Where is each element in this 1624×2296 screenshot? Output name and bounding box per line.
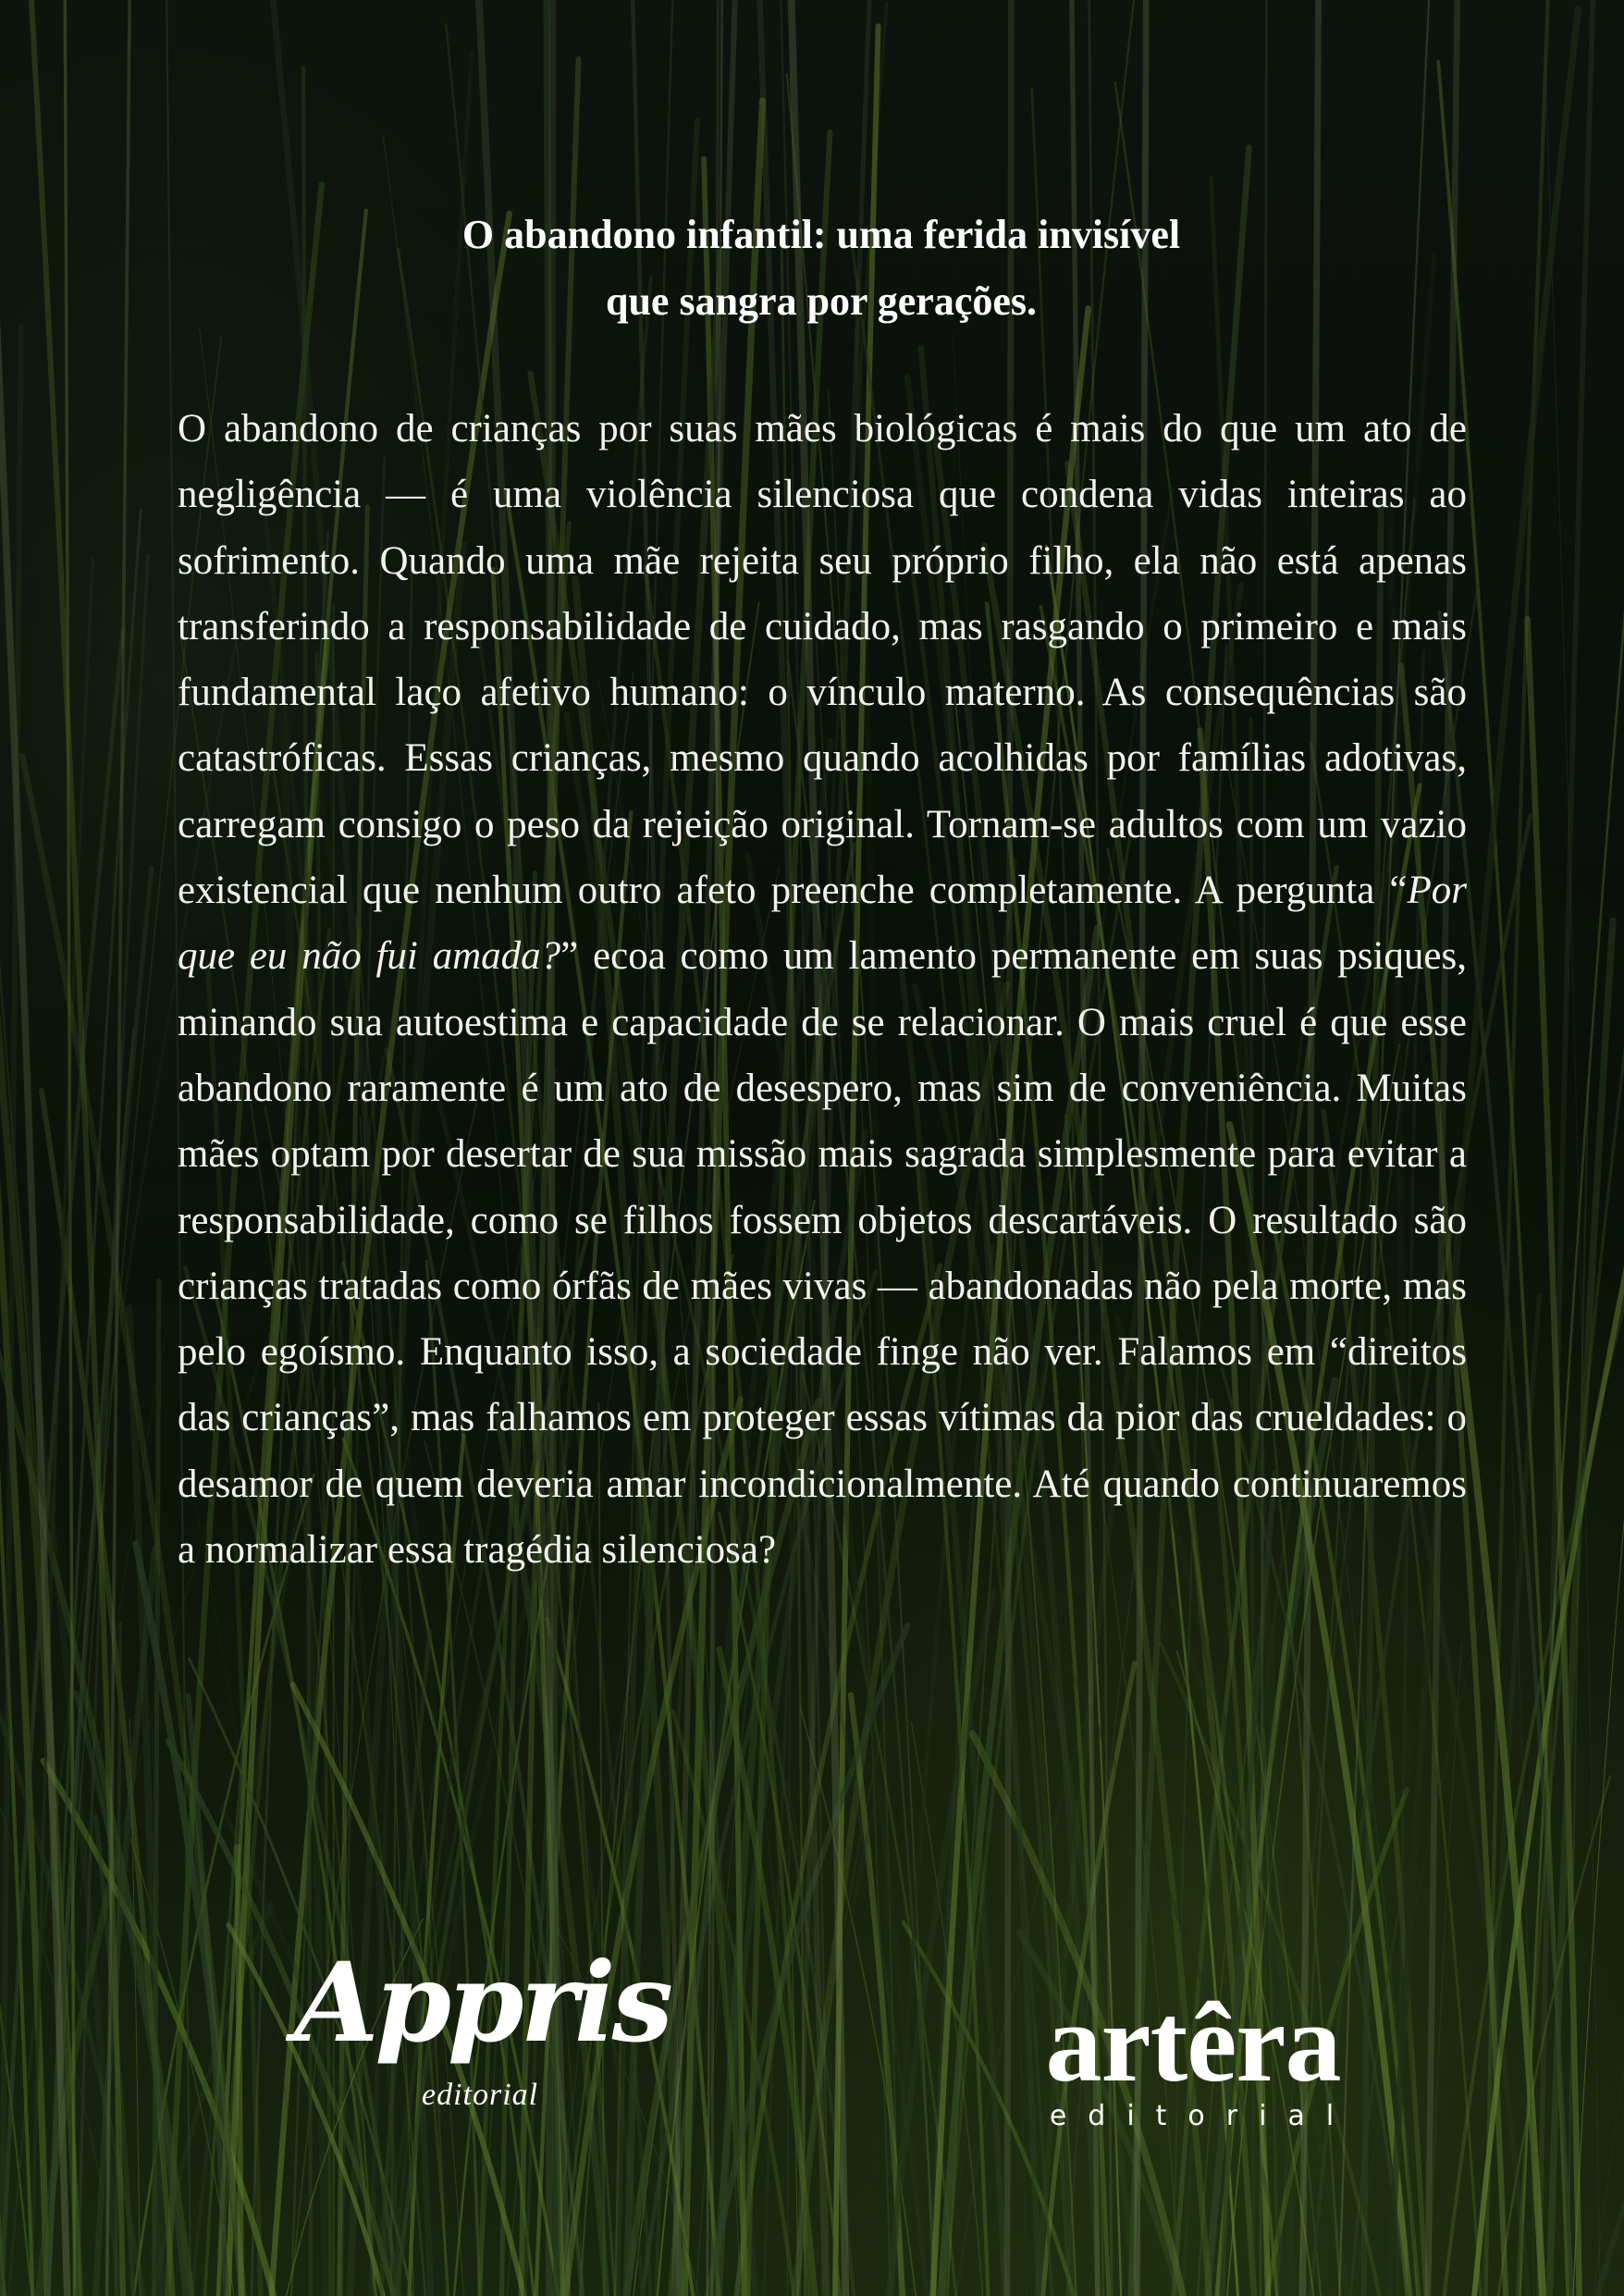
page-title (176, 202, 1467, 335)
body-part-1: O abandono de crianças por suas mães biológicas é mais do que um ato de negligência — é uma violência silenciosa que condena vidas inteiras ao sofrimento. Quando uma mãe rejeita seu próprio filho, ela não está apenas transferindo a responsabilidade de cuidado, mas rasgando o primeiro e mais fundamental laço afetivo humano: o vínculo materno. As consequências são catastróficas. Essas crianças, mesmo quando acolhidas por famílias adotivas, carregam consigo o peso da rejeição original. Tornam-se adultos com um vazio existencial que nenhum outro afeto preenche completamente. A pergunta “ (178, 407, 1467, 913)
title-line-2: que sangra por gerações. (605, 278, 1038, 324)
appris-logo-sub: editorial (422, 2078, 539, 2112)
body-quote: Por que eu não fui amada? (178, 869, 1467, 979)
artera-logo-sub: editorial (1049, 2100, 1356, 2132)
artera-logo-name: artêra (1045, 1981, 1341, 2105)
body-text (178, 396, 1467, 1583)
title-line-1: O abandono infantil: uma ferida invisível (461, 212, 1181, 257)
body-part-2: ” ecoa como um lamento permanente em suas psiques, minando sua autoestima e capacidade de se relacionar. O mais cruel é que esse abandono raramente é um ato de desespero, mas sim de conveniência. Muitas mães optam por desertar de sua missão mais sagrada simplesmente para evitar a responsabilidade, como se filhos fossem objetos descartáveis. O resultado são crianças tratadas como órfãs de mães vivas — abandonadas não pela morte, mas pelo egoísmo. Enquanto isso, a sociedade finge não ver. Falamos em “direitos das crianças”, mas falhamos em proteger essas vítimas da pior das crueldades: o desamor de quem deveria amar incondicionalmente. Até quando continuaremos a normalizar essa tragédia silenciosa? (178, 934, 1467, 1573)
artera-logo (1017, 1981, 1369, 2146)
appris-logo-name: Appris (294, 1938, 670, 2067)
appris-logo (294, 1933, 670, 2137)
